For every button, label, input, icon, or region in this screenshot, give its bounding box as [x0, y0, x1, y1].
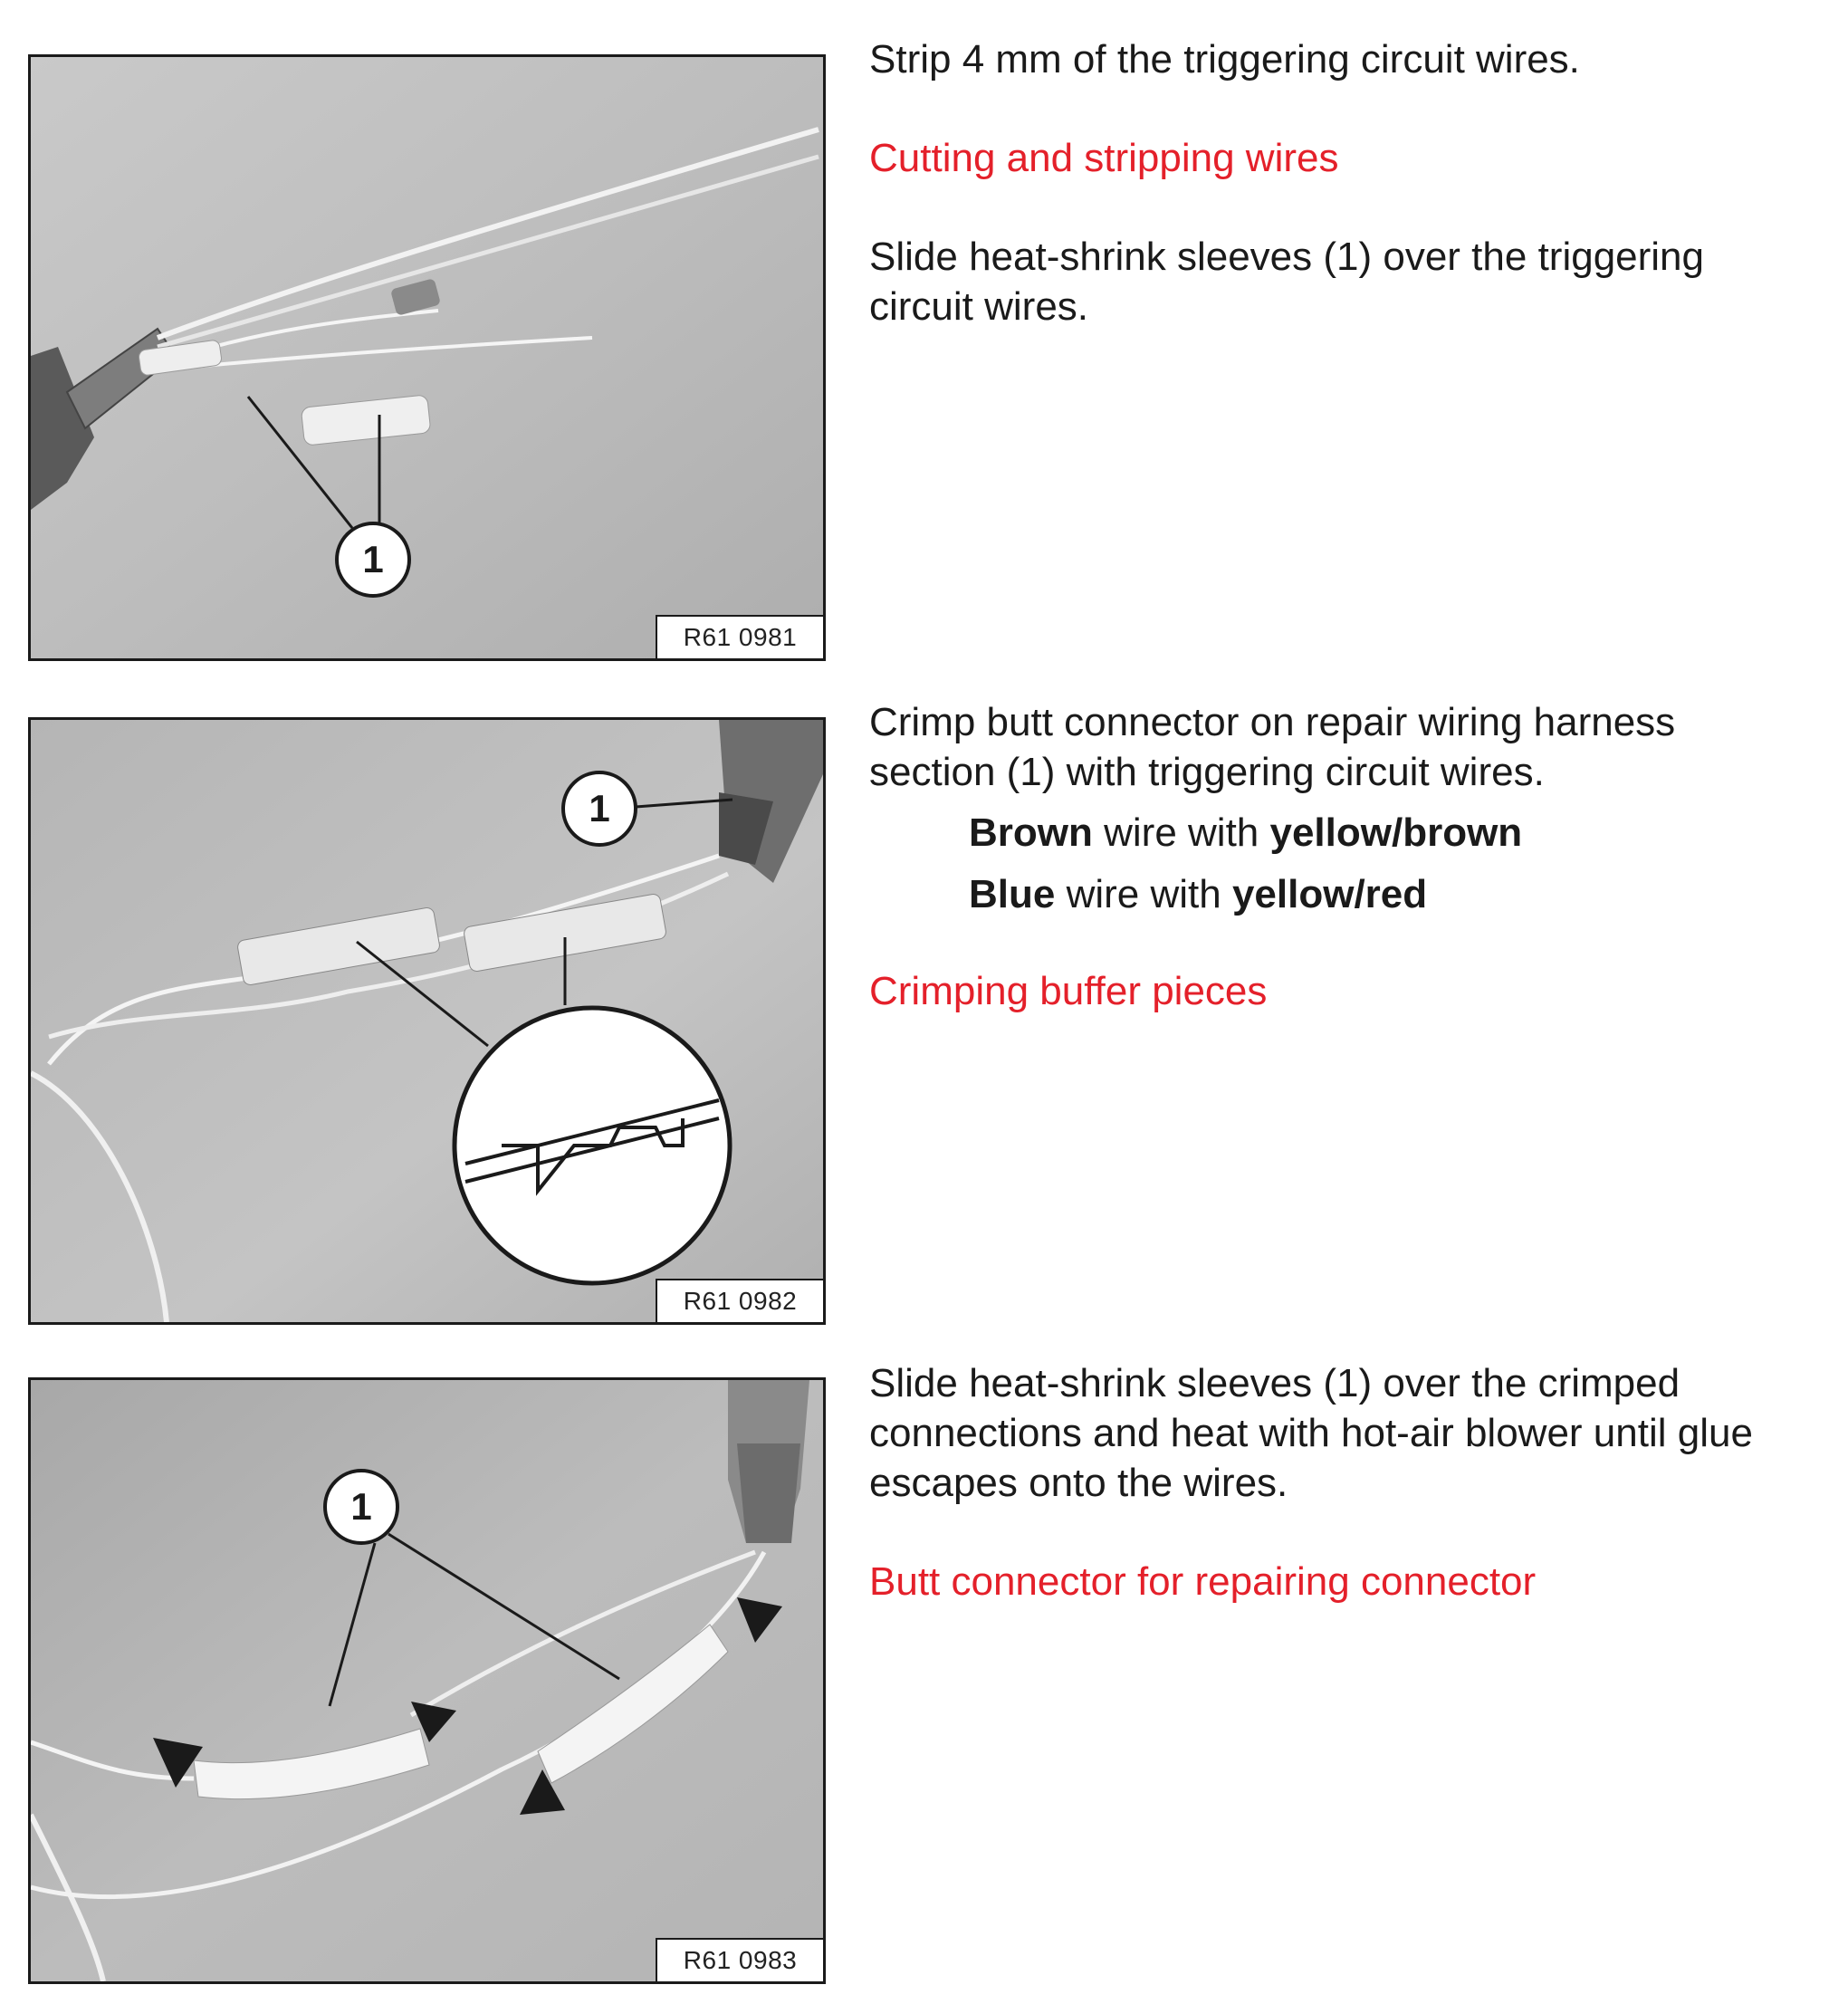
section-3-text	[869, 1358, 1838, 1606]
wire-with: wire with	[1055, 872, 1232, 916]
wire-with: wire with	[1092, 810, 1270, 855]
figure-r61-0981	[28, 54, 826, 661]
figure-r61-0982	[28, 717, 826, 1325]
callout-number: 1	[350, 1485, 372, 1528]
link-crimping-buffer[interactable]: Crimping buffer pieces	[869, 969, 1268, 1013]
link-butt-connector[interactable]: Butt connector for repairing connector	[869, 1559, 1537, 1604]
section-1-text	[869, 34, 1838, 331]
wire-color-1: Brown	[969, 810, 1093, 855]
callout-number: 1	[589, 787, 610, 829]
instruction-2: Slide heat-shrink sleeves (1) over the triggering circuit wires.	[869, 235, 1705, 329]
figure-code: R61 0982	[656, 1279, 823, 1322]
instruction: Strip 4 mm of the triggering circuit wires.	[869, 37, 1580, 82]
figure-r61-0983	[28, 1377, 826, 1984]
section-2-text	[869, 697, 1838, 797]
wire-color-1: Blue	[969, 872, 1056, 916]
instruction: Slide heat-shrink sleeves (1) over the crimped connections and heat with hot-air blower until glue escapes onto the wires.	[869, 1361, 1753, 1505]
figure-code: R61 0981	[656, 615, 823, 658]
wire-pair-blue	[969, 869, 1427, 919]
link-cutting-stripping[interactable]: Cutting and stripping wires	[869, 136, 1339, 180]
figure-code: R61 0983	[656, 1938, 823, 1981]
wire-color-2: yellow/red	[1231, 872, 1428, 916]
wire-color-2: yellow/brown	[1269, 810, 1523, 855]
callout-number: 1	[362, 538, 384, 580]
wire-pair-brown	[969, 808, 1522, 858]
instruction: Crimp butt connector on repair wiring harness section (1) with triggering circuit wires.	[869, 700, 1676, 794]
